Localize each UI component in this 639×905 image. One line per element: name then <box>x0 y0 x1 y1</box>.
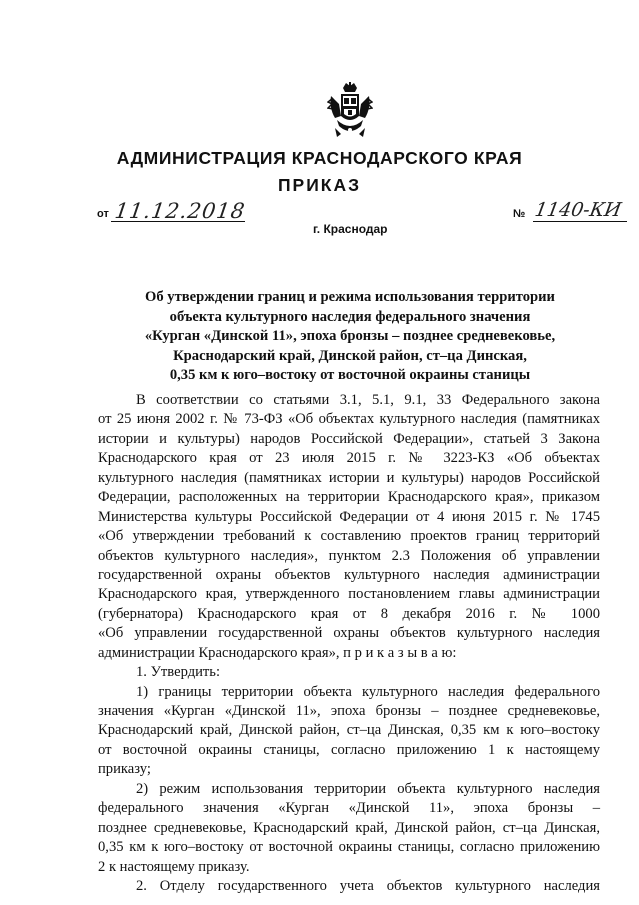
body-line: истории и культуры) народов Российской Федерации», статьей 3 Закона <box>98 430 600 447</box>
body-line: Краснодарский край, Динской район, ст–ца Динская, 0,35 км к юго–востоку <box>98 722 600 739</box>
subject-line: Об утверждении границ и режима использования территории <box>145 289 555 305</box>
body-line: Федерации, расположенных на территории Краснодарского края», приказом <box>98 489 600 506</box>
date-prefix: от <box>97 208 109 220</box>
body-line: от восточной окраины станицы, согласно приложению 1 к настоящему <box>98 741 600 758</box>
subject-line: объекта культурного наследия федерального значения <box>169 308 531 325</box>
date-underline <box>111 221 245 222</box>
number-underline <box>533 221 627 222</box>
body-line: культурного наследия (памятниках истории и культуры) народов Российской <box>98 469 600 486</box>
number-field <box>513 199 627 225</box>
body-line: (губернатора) Краснодарского края от 8 декабря 2016 г. № 1000 <box>98 605 600 622</box>
body-line: В соответствии со статьями 3.1, 5.1, 9.1, 33 Федерального закона <box>136 392 600 408</box>
body-line: 2) режим использования территории объекта культурного наследия <box>136 780 600 797</box>
body-line: Министерства культуры Российской Федерации от 4 июня 2015 г. № 1745 <box>98 508 600 525</box>
body-line: значения «Курган «Динской 11», эпоха бронзы – позднее средневековье, <box>98 703 600 719</box>
body-line: Краснодарского края от 23 июля 2015 г. № 3223-КЗ «Об объектах <box>98 450 600 467</box>
body-line: позднее средневековье, Краснодарский край, Динской район, ст–ца Динская, <box>98 819 600 836</box>
subject-line: 0,35 км к юго–востоку от восточной окраины станицы <box>169 367 531 384</box>
body-line: «Об управлении государственной охраны объектов культурного наследия <box>98 625 600 642</box>
body-line: Краснодарского края, утвержденного постановлением главы администрации <box>98 586 600 603</box>
body-line: приказу; <box>98 761 151 778</box>
body-line: федерального значения «Курган «Динской 11», эпоха бронзы – <box>98 800 600 817</box>
body-line: «Об утверждении требований к составлению проектов границ территорий <box>98 528 600 545</box>
subject-heading <box>100 288 600 386</box>
handwritten-date: 11.12.2018 <box>113 199 247 223</box>
handwritten-number: 1140-КИ <box>533 199 624 221</box>
body-line: 0,35 км к юго–востоку от восточной окраины станицы, согласно приложению <box>98 839 600 856</box>
body-line: 1. Утвердить: <box>136 664 221 681</box>
body-line: объектов культурного наследия», пунктом 2.3 Положения об управлении <box>98 547 600 564</box>
organization-title: АДМИНИСТРАЦИЯ КРАСНОДАРСКОГО КРАЯ <box>116 148 523 168</box>
number-prefix: № <box>513 208 526 220</box>
subject-line: «Курган «Динской 11», эпоха бронзы – позднее средневековье, <box>144 328 556 345</box>
coat-of-arms-emblem <box>327 82 373 138</box>
body-text <box>98 391 600 896</box>
document-type: ПРИКАЗ <box>277 175 362 195</box>
body-line: от 25 июня 2002 г. № 73-ФЗ «Об объектах культурного наследия (памятниках <box>98 411 600 428</box>
subject-line: Краснодарский край, Динской район, ст–ца Динская, <box>173 347 527 364</box>
body-line: государственной охраны объектов культурного наследия администрации <box>98 566 600 583</box>
body-line: 2. Отделу государственного учета объектов культурного наследия <box>136 877 600 894</box>
date-field <box>97 199 247 225</box>
body-line: 2 к настоящему приказу. <box>98 858 250 875</box>
body-line: 1) границы территории объекта культурного наследия федерального <box>136 683 600 700</box>
city-label: г. Краснодар <box>313 222 388 236</box>
body-line: администрации Краснодарского края», п р и к а з ы в а ю: <box>98 644 457 661</box>
